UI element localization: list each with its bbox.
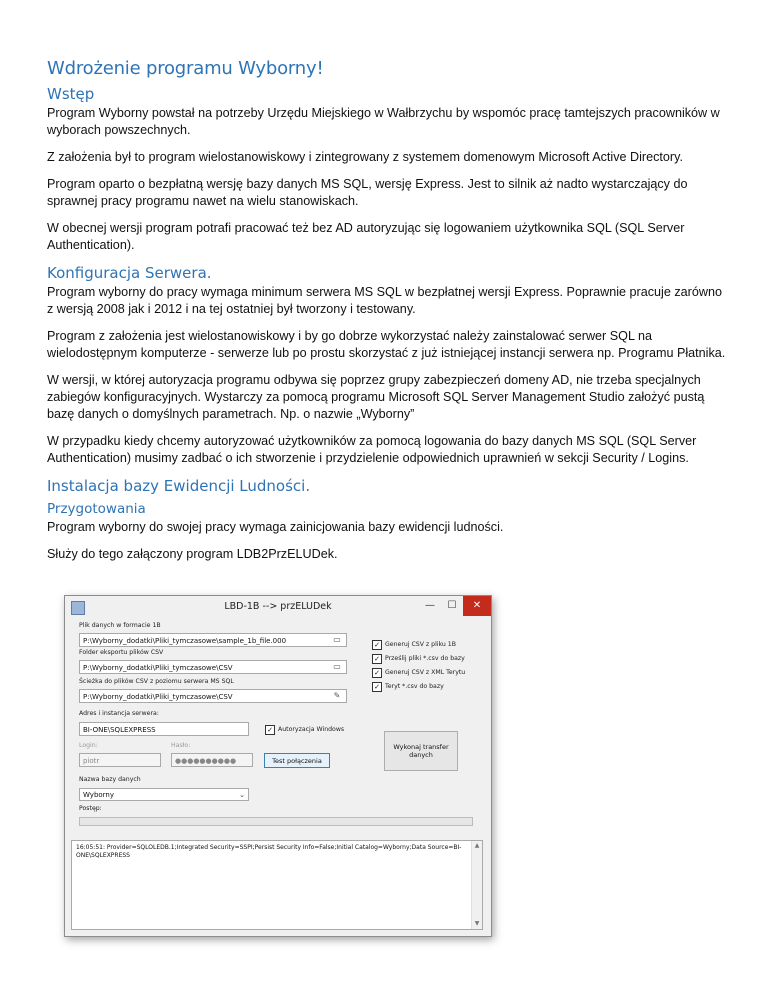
maximize-button[interactable]: ☐ [447,600,457,611]
scroll-down-icon[interactable]: ▼ [474,920,480,927]
paragraph-prep-2: Służy do tego załączony program LDB2PrzELUDek. [47,547,338,561]
export-label: Folder eksportu plików CSV [79,649,164,656]
dbname-select[interactable] [79,788,249,801]
close-button[interactable]: ✕ [463,596,491,616]
winauth-checkbox[interactable]: ✓ [265,725,275,735]
login-input[interactable]: piotr [79,753,161,767]
progress-label: Postęp: [79,805,102,812]
paragraph-config-1: Program wyborny do pracy wymaga minimum serwera MS SQL w bezpłatnej wersji Express. Poprawnie pracuje zarówno z wersją 2008 jak i 2012 i na tej ostatniej był tworzony i testowany. [47,285,722,316]
winauth-label: Autoryzacja Windows [278,726,345,733]
export-folder-input[interactable]: P:\Wyborny_dodatki\Pliki_tymczasowe\CSV [79,660,347,674]
scroll-up-icon[interactable]: ▲ [474,842,480,849]
paragraph-config-2: Program z założenia jest wielostanowiskowy i by go dobrze wykorzystać należy zainstalować serwer SQL na wielodostępnym komputerze - serwerze lub po prostu skorzystać z już istniejącej instancji serwera np. Programu Płatnika. [47,329,726,360]
sqlpath-label: Ścieżka do plików CSV z poziomu serwera MS SQL [79,678,234,685]
log-text: 16:05:51: Provider=SQLOLEDB.1;Integrated Security=SSPI;Persist Security Info=False;Initial Catalog=Wyborny;Data Source=BI-ONE\SQLEXPRESS [76,844,462,859]
transfer-button[interactable] [384,731,458,771]
paragraph-config-3: W wersji, w której autoryzacja programu odbywa się poprzez grupy zabezpieczeń domeny AD, nie trzeba specjalnych zabiegów konfiguracyjnych. Wystarczy za pomocą programu Microsoft SQL Server Management Studio założyć pustą bazę danych o domyślnych parametrach. Np. o nazwie „Wyborny” [47,373,705,421]
heading-install: Instalacja bazy Ewidencji Ludności. [47,477,311,495]
window-title: LBD-1B --> przELUDek [224,601,332,612]
option-label: Prześlij pliki *.csv do bazy [385,655,465,662]
heading-intro: Wstęp [47,85,95,103]
paragraph-config-4: W przypadku kiedy chcemy autoryzować użytkowników za pomocą logowania do bazy danych MS SQL (SQL Server Authentication) musimy zadbać o ich stworzenie i przydzielenie odpowiednich uprawnień w sekcji Security / Logins. [47,434,697,465]
minimize-button[interactable]: — [425,600,435,611]
login-label: Login: [79,742,98,749]
heading-config: Konfiguracja Serwera. [47,264,212,282]
chevron-down-icon: ⌄ [239,791,245,799]
option-checkbox[interactable]: ✓ [372,682,382,692]
edit-path-icon[interactable]: ✎ [333,691,341,700]
progress-bar [79,817,473,826]
server-input[interactable]: BI-ONE\SQLEXPRESS [79,722,249,736]
paragraph-intro-3: Program oparto o bezpłatną wersję bazy danych MS SQL, wersję Express. Jest to silnik aż nadto wystarczający do sprawnej pracy programu nawet na wielu stanowiskach. [47,177,688,208]
option-label: Generuj CSV z pliku 1B [385,641,456,648]
transfer-button-line2: danych [409,751,433,759]
dbname-label: Nazwa bazy danych [79,776,141,783]
window-titlebar [65,596,491,618]
option-label: Generuj CSV z XML Terytu [385,669,466,676]
paragraph-intro-2: Z założenia był to program wielostanowiskowy i zintegrowany z systemem domenowym Microsoft Active Directory. [47,150,683,164]
file-input[interactable]: P:\Wyborny_dodatki\Pliki_tymczasowe\sample_1b_file.000 [79,633,347,647]
paragraph-intro-1: Program Wyborny powstał na potrzeby Urzędu Miejskiego w Wałbrzychu by wspomóc pracę tamtejszych pracowników w wyborach powszechnych. [47,106,720,137]
paragraph-prep-1: Program wyborny do swojej pracy wymaga zainicjowania bazy ewidencji ludności. [47,520,504,534]
log-output[interactable] [71,840,483,930]
option-label: Teryt *.csv do bazy [385,683,444,690]
transfer-button-line1: Wykonaj transfer [393,743,449,751]
paragraph-intro-4: W obecnej wersji program potrafi pracować też bez AD autoryzując się logowaniem użytkownika SQL (SQL Server Authentication). [47,221,685,252]
option-checkbox[interactable]: ✓ [372,654,382,664]
document-title: Wdrożenie programu Wyborny! [47,58,324,79]
option-checkbox[interactable]: ✓ [372,668,382,678]
log-scrollbar[interactable] [471,841,482,929]
dbname-value: Wyborny [83,791,115,799]
password-label: Hasło: [171,742,191,749]
file-label: Plik danych w formacie 1B [79,622,161,629]
folder-open-icon[interactable]: ▭ [333,635,341,644]
sqlpath-input[interactable]: P:\Wyborny_dodatki\Pliki_tymczasowe\CSV [79,689,347,703]
test-connection-button[interactable]: Test połączenia [264,753,330,768]
option-checkbox[interactable]: ✓ [372,640,382,650]
folder-browse-icon[interactable]: ▭ [333,662,341,671]
heading-preparation: Przygotowania [47,501,146,517]
password-input[interactable]: ●●●●●●●●●● [171,753,253,767]
app-window-screenshot [64,595,492,937]
document-body [47,58,727,573]
server-label: Adres i instancja serwera: [79,710,159,717]
